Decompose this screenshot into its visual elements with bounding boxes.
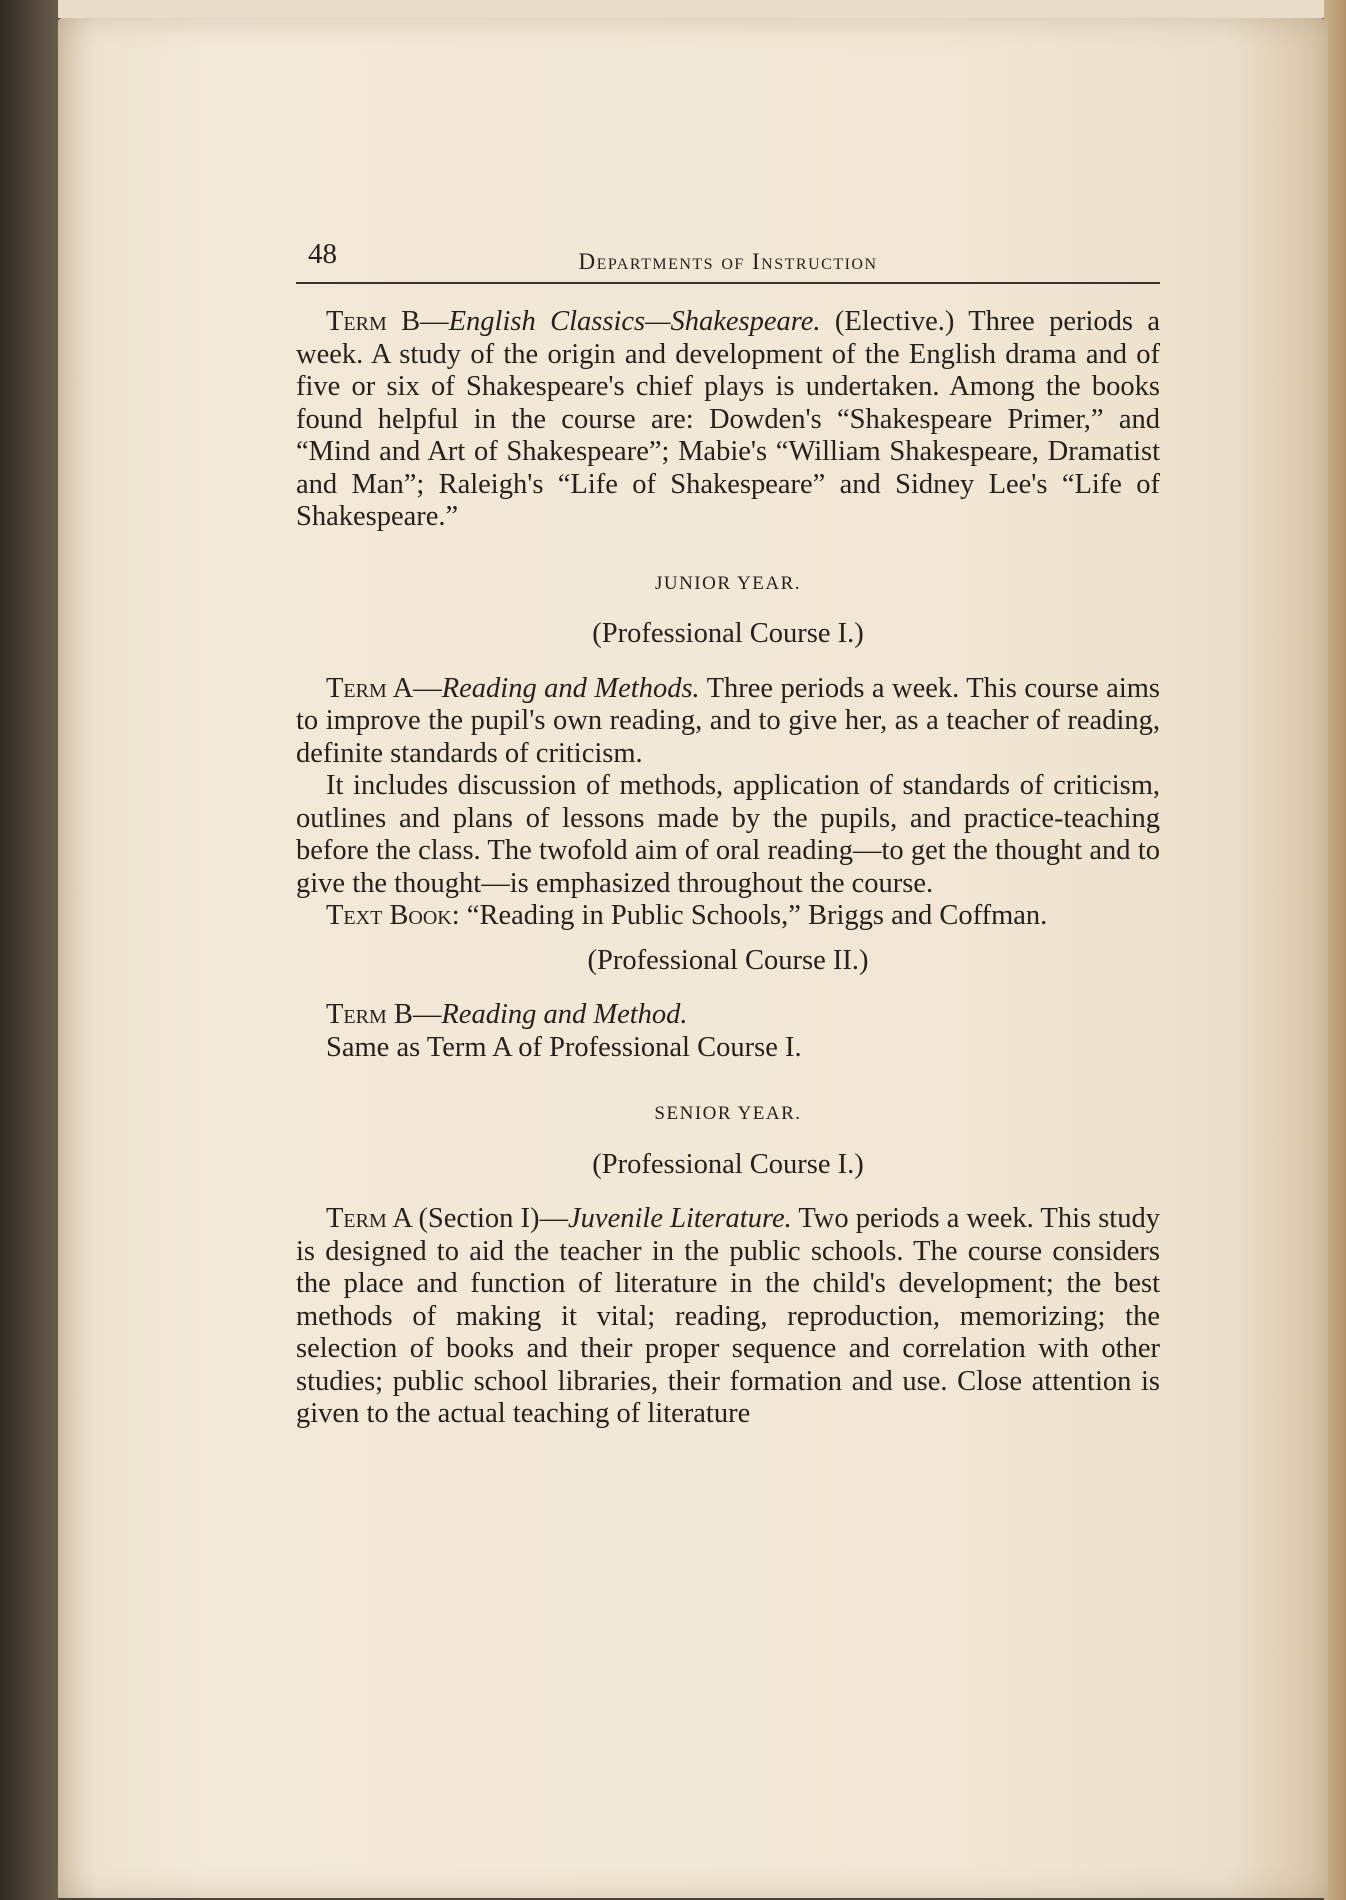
text-book-text: : “Reading in Public Schools,” Briggs and Coffman. <box>451 900 1048 931</box>
term-label: B— <box>386 999 442 1030</box>
term-word: Term <box>326 306 387 337</box>
english-classics-paragraph <box>296 306 1160 534</box>
course-title: Reading and Methods. <box>441 672 700 704</box>
term-word: Term <box>326 1203 387 1234</box>
term-label: A— <box>386 672 442 704</box>
course-title: Reading and Method. <box>441 999 688 1030</box>
reading-method-paragraph <box>296 999 1160 1032</box>
term-label: B— <box>386 306 449 337</box>
junior-year-heading: JUNIOR YEAR. <box>654 572 802 594</box>
page-number: 48 <box>308 238 337 270</box>
course-title: English Classics—Shakespeare. <box>448 306 821 337</box>
scan-edge-top <box>58 0 1346 18</box>
term-label: A (Section I)— <box>386 1203 569 1234</box>
same-as-paragraph: Same as Term A of Professional Course I. <box>326 1031 802 1063</box>
term-word: Term <box>326 672 387 704</box>
scan-edge-left <box>0 0 58 1900</box>
senior-professional-course-1: (Professional Course I.) <box>592 1148 864 1180</box>
junior-professional-course-2: (Professional Course II.) <box>587 944 869 976</box>
reading-methods-paragraph <box>296 673 1160 771</box>
course-title: Juvenile Literature. <box>568 1203 792 1234</box>
text-book-paragraph <box>296 900 1160 933</box>
page-header <box>296 238 1160 284</box>
methods-detail-paragraph: It includes discussion of methods, application of standards of criticism, outlines and plans of lessons made by the pupils, and practice-teaching before the class. The twofold aim of oral reading—to get the thought and to give the thought—is emphasized throughout the course. <box>296 770 1160 899</box>
text-book-label: Text Book <box>326 900 452 931</box>
running-head: Departments of Instruction <box>578 249 878 274</box>
course-description: Three periods a week. This course aims to improve the pupil's own reading, and to give her, as a teacher of reading, definite standards of criticism. <box>296 672 1160 769</box>
juvenile-literature-paragraph <box>296 1203 1160 1431</box>
course-description: Two periods a week. This study is designed to aid the teacher in the public schools. The course considers the place and function of literature in the child's development; the best methods of making it vital; reading, reproduction, memorizing; the selection of books and their proper sequence and correlation with other studies; public school libraries, their formation and use. Close attention is given to the actual teaching of literature <box>296 1203 1160 1429</box>
page-content <box>296 238 1160 1431</box>
senior-year-heading: SENIOR YEAR. <box>654 1103 802 1124</box>
term-word: Term <box>326 999 387 1030</box>
junior-professional-course-1: (Professional Course I.) <box>592 618 864 649</box>
course-description: (Elective.) Three periods a week. A study of the origin and development of the English drama and of five or six of Shakespeare's chief plays is undertaken. Among the books found helpful in the course are: Dowden's “Shakespeare Primer,” and “Mind and Art of Shakespeare”; Mabie's “William Shakespeare, Dramatist and Man”; Raleigh's “Life of Shakespeare” and Sidney Lee's “Life of Shakespeare.” <box>296 306 1161 532</box>
